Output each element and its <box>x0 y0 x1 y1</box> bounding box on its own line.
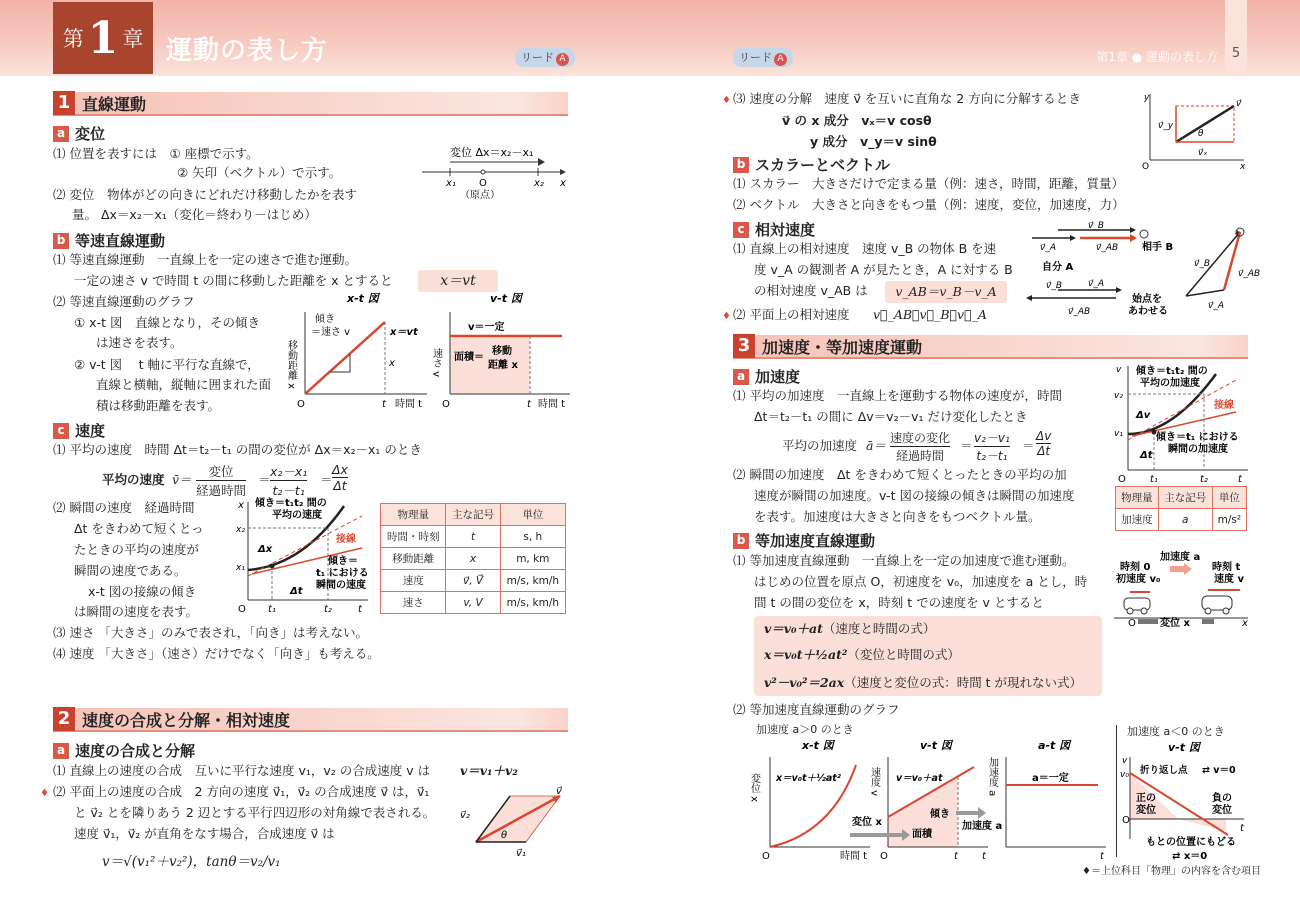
svg-text:x: x <box>1240 162 1246 172</box>
quantity-table-2: 物理量 主な記号 単位 加速度 a m/s² <box>1115 486 1247 531</box>
svg-text:変位 x: 変位 x <box>1160 618 1190 629</box>
svg-text:O: O <box>880 851 888 862</box>
svg-text:x₂: x₂ <box>534 178 544 189</box>
instant-acceleration-graph <box>1112 362 1252 484</box>
section-1-heading: 1 直線運動 <box>53 92 568 116</box>
text-line: 速度 v⃗₁，v⃗₂ が直角をなす場合，合成速度 v⃗ は <box>74 826 335 841</box>
table-row: 移動距離 x m, km <box>381 548 566 570</box>
text-line: v⃗ の x 成分 vₓ＝v cosθ <box>782 113 932 128</box>
svg-text:v⃗₂: v⃗₂ <box>460 810 470 821</box>
svg-text:O: O <box>238 604 246 615</box>
text-line: たときの平均の速度が <box>74 542 200 557</box>
svg-text:加速度 a: 加速度 a <box>962 821 1003 832</box>
svg-text:時刻 t: 時刻 t <box>1212 562 1241 573</box>
svg-text:Δt: Δt <box>1140 450 1153 461</box>
eq-sign: ＝ <box>258 472 271 487</box>
svg-text:v⃗: v⃗ <box>1236 99 1242 109</box>
sub-2b-heading: b スカラーとベクトル <box>733 154 890 175</box>
svg-text:Δv: Δv <box>1136 410 1151 421</box>
avg-acc-eq: ā＝ <box>866 438 886 453</box>
text-line: ⑴ 直線上の相対速度 速度 v_B の物体 B を速 <box>733 241 997 256</box>
eq-velocity-time: v＝v₀＋at（速度と時間の式） <box>764 621 936 636</box>
eq-sign: ＝ <box>1022 438 1035 453</box>
svg-text:正の: 正の <box>1136 793 1156 804</box>
chapter-suffix: 章 <box>122 27 144 51</box>
text-line: ⑵ 平面上の相対速度 <box>733 307 850 322</box>
sub-3a-heading: a 加速度 <box>733 366 800 387</box>
svg-text:v⃗_AB: v⃗_AB <box>1068 307 1091 317</box>
svg-text:あわせる: あわせる <box>1128 306 1168 317</box>
lead-badge-right: リード A <box>733 48 793 67</box>
text-line: ⑷ 速度 「大きさ」（速さ）だけでなく「向き」も考える。 <box>53 646 380 661</box>
eq-plane-relative: v⃗_AB＝v⃗_B－v⃗_A <box>873 307 987 322</box>
svg-text:時刻 0: 時刻 0 <box>1120 562 1151 573</box>
text-line: ⑴ 平均の速度 時間 Δt＝t₂－t₁ の間の変位が Δx＝x₂－x₁ のとき <box>53 442 422 457</box>
text-line: 積は移動距離を表す。 <box>96 398 221 413</box>
svg-text:y: y <box>1144 93 1150 103</box>
sub-1c-heading: c 速度 <box>53 420 105 441</box>
svg-text:平均の速度: 平均の速度 <box>272 510 322 521</box>
svg-text:t: t <box>954 851 958 862</box>
advanced-marker: ♦ <box>722 311 731 322</box>
svg-text:t₁: t₁ <box>268 604 276 615</box>
text-line: 度 v_A の観測者 A が見たとき，A に対する B <box>754 262 1013 277</box>
sub-2c-heading: c 相対速度 <box>733 219 815 240</box>
velocity-decomposition-figure <box>1140 92 1250 170</box>
svg-text:t: t <box>1100 851 1104 862</box>
text-line: ⑵ 平面上の速度の合成 2 方向の速度 v⃗₁，v⃗₂ の合成速度 v⃗ は，v⃗₁ <box>53 784 430 799</box>
svg-text:相手 B: 相手 B <box>1142 242 1174 253</box>
svg-text:t: t <box>527 399 531 410</box>
velocity-composition-figure <box>456 782 571 862</box>
svg-text:v⃗: v⃗ <box>556 786 562 797</box>
advanced-marker: ♦ <box>722 95 731 106</box>
svg-text:初速度 v₀: 初速度 v₀ <box>1116 574 1161 585</box>
svg-text:速度 v: 速度 v <box>868 767 880 797</box>
sub-3b-heading: b 等加速度直線運動 <box>733 530 875 551</box>
text-line: ⑵ 等加速度直線運動のグラフ <box>733 702 900 717</box>
svg-text:瞬間の速度: 瞬間の速度 <box>316 580 366 591</box>
sub-1a-heading: a 変位 <box>53 123 105 144</box>
sub-2a-heading: a 速度の合成と分解 <box>53 740 195 761</box>
svg-text:⇄ x＝0: ⇄ x＝0 <box>1172 851 1208 862</box>
section-3-heading: 3 加速度・等加速度運動 <box>733 335 1248 359</box>
svg-text:t: t <box>982 851 986 862</box>
svg-text:x: x <box>238 500 244 511</box>
graph-pos-label: 加速度 a＞0 のとき <box>756 723 854 736</box>
svg-text:v: v <box>1116 365 1122 375</box>
car-acceleration-figure <box>1112 548 1252 628</box>
svg-text:距離 x: 距離 x <box>488 360 518 371</box>
lead-badge-left: リード A <box>515 48 575 67</box>
svg-text:O: O <box>479 178 487 189</box>
text-line: x-t 図の接線の傾き <box>88 584 197 599</box>
svg-text:x＝vt: x＝vt <box>390 327 418 338</box>
text-line: 一定の速さ v で時間 t の間に移動した距離を x とすると <box>74 273 393 288</box>
text-line: ① x-t 図 直線となり，その傾き <box>74 315 260 330</box>
svg-text:x-t 図: x-t 図 <box>802 739 834 752</box>
text-line: と v⃗₂ とを隣りあう 2 辺とする平行四辺形の対角線で表される。 <box>74 805 436 820</box>
svg-text:x-t 図: x-t 図 <box>347 292 379 305</box>
text-line: 直線と横軸，縦軸に囲まれた面 <box>96 377 272 392</box>
svg-text:a＝一定: a＝一定 <box>1032 773 1069 784</box>
section-2-heading: 2 速度の合成と分解・相対速度 <box>53 708 568 732</box>
svg-text:t₂: t₂ <box>1200 474 1208 485</box>
svg-text:v⃗_AB: v⃗_AB <box>1096 243 1119 253</box>
svg-text:v⃗ₓ: v⃗ₓ <box>1198 148 1208 158</box>
svg-text:v-t 図: v-t 図 <box>920 739 952 752</box>
svg-text:v-t 図: v-t 図 <box>1168 741 1200 754</box>
text-line: ⑴ スカラー 大きさだけで定まる量（例：速さ，時間，距離，質量） <box>733 176 1124 191</box>
svg-text:v⃗_B: v⃗_B <box>1194 259 1211 269</box>
svg-text:v₂: v₂ <box>1114 391 1123 401</box>
svg-text:平均の加速度: 平均の加速度 <box>1140 378 1200 389</box>
svg-text:v⃗_B: v⃗_B <box>1088 221 1105 231</box>
table-row: 時間・時刻 t s, h <box>381 526 566 548</box>
svg-text:変位 x: 変位 x <box>852 817 882 828</box>
eq-sign: ＝ <box>960 438 973 453</box>
text-line: は速さを表す。 <box>96 335 183 350</box>
svg-text:⇄ v＝0: ⇄ v＝0 <box>1202 765 1236 776</box>
svg-text:x: x <box>1242 618 1248 629</box>
svg-text:傾き＝t₁t₂ 間の: 傾き＝t₁t₂ 間の <box>1136 366 1208 377</box>
svg-text:v₁: v₁ <box>1114 429 1123 439</box>
avg-velocity-eq: v̄＝ <box>172 472 192 487</box>
svg-text:面積＝: 面積＝ <box>454 352 484 363</box>
chapter-badge <box>53 2 153 74</box>
text-line: ② 矢印（ベクトル）で示す。 <box>177 165 342 180</box>
svg-text:負の: 負の <box>1212 793 1232 804</box>
svg-text:始点を: 始点を <box>1132 294 1162 305</box>
svg-text:x₁: x₁ <box>236 563 245 573</box>
svg-text:t: t <box>358 604 362 615</box>
svg-text:折り返し点: 折り返し点 <box>1140 765 1188 776</box>
uniform-acceleration-graphs <box>748 737 1114 867</box>
svg-text:v-t 図: v-t 図 <box>490 292 522 305</box>
text-line: 間 t の間の変位を x，時刻 t での速度を v とすると <box>754 595 1044 610</box>
svg-text:t₂: t₂ <box>324 604 332 615</box>
relative-velocity-figure <box>1018 220 1261 320</box>
svg-text:v₀: v₀ <box>1120 770 1129 780</box>
frac-3: Δx Δt <box>332 462 348 493</box>
svg-text:v＝一定: v＝一定 <box>468 322 505 333</box>
text-line: ⑴ 位置を表すには ① 座標で示す。 <box>53 146 259 161</box>
svg-text:変位 x: 変位 x <box>748 773 760 803</box>
svg-text:x＝v₀t＋½at²: x＝v₀t＋½at² <box>776 773 841 784</box>
text-line: ⑶ 速度の分解 速度 v⃗ を互いに直角な 2 方向に分解するとき <box>733 91 1081 106</box>
eq-displacement-time: x＝v₀t＋½at²（変位と時間の式） <box>764 647 960 662</box>
text-line: ⑵ 瞬間の加速度 Δt をきわめて短くとったときの平均の加 <box>733 467 1067 482</box>
text-line: Δt＝t₂－t₁ の間に Δv＝v₂－v₁ だけ変化したとき <box>754 409 1028 424</box>
svg-text:v: v <box>1122 756 1128 766</box>
svg-text:O: O <box>297 399 305 410</box>
svg-text:Δt: Δt <box>290 586 303 597</box>
text-line: y 成分 v_y＝v sinθ <box>810 134 937 149</box>
svg-text:v⃗_A: v⃗_A <box>1088 279 1104 289</box>
text-line: ② v-t 図 t 軸に平行な直線で， <box>74 357 260 372</box>
fig-label: 変位 Δx＝x₂－x₁ <box>450 146 534 159</box>
footnote: ♦＝上位科目「物理」の内容を含む項目 <box>1082 866 1261 877</box>
sub-1b-heading: b 等速直線運動 <box>53 230 165 251</box>
svg-text:Δx: Δx <box>258 544 273 555</box>
svg-text:v⃗_y: v⃗_y <box>1158 121 1174 131</box>
text-line: ⑵ 等速直線運動のグラフ <box>53 294 195 309</box>
text-line: ⑴ 直線上の速度の合成 互いに平行な速度 v₁，v₂ の合成速度 v は <box>53 763 431 778</box>
text-line: ⑵ 瞬間の速度 経過時間 <box>53 500 195 515</box>
svg-text:変位: 変位 <box>1136 805 1156 816</box>
svg-text:x₂: x₂ <box>236 525 245 535</box>
formula-relative-velocity: v_AB＝v_B－v_A <box>885 281 1007 303</box>
svg-text:速さ v: 速さ v <box>430 348 442 378</box>
svg-text:v＝v₀＋at: v＝v₀＋at <box>896 773 943 784</box>
text-line: を表す。加速度は大きさと向きをもつベクトル量。 <box>754 509 1041 524</box>
svg-text:O: O <box>442 399 450 410</box>
svg-text:v⃗_A: v⃗_A <box>1040 243 1056 253</box>
svg-text:加速度 a: 加速度 a <box>986 757 998 797</box>
svg-text:x₁: x₁ <box>446 178 456 189</box>
text-line: ⑶ 速さ 「大きさ」のみで表され，「向き」は考えない。 <box>53 625 368 640</box>
formula-x-vt: x＝vt <box>418 270 498 292</box>
svg-text:x: x <box>389 358 395 369</box>
svg-text:v⃗_A: v⃗_A <box>1208 301 1224 311</box>
svg-text:加速度 a: 加速度 a <box>1160 552 1201 563</box>
frac-a1: 速度の変化 経過時間 <box>890 431 951 463</box>
svg-text:t₁: t₁ <box>1150 474 1158 485</box>
avg-acc-label: 平均の加速度 <box>782 438 858 453</box>
frac-a2: v₂－v₁ t₂－t₁ <box>974 431 1010 463</box>
svg-text:O: O <box>1142 162 1150 172</box>
svg-text:O: O <box>1118 474 1126 485</box>
eq-v-sum: v＝v₁＋v₂ <box>460 763 518 778</box>
svg-text:（原点）: （原点） <box>460 190 500 201</box>
uniform-vt-graph <box>432 290 572 412</box>
uniform-xt-graph <box>287 290 432 412</box>
frac-a3: Δv Δt <box>1036 429 1052 458</box>
chapter-title: 運動の表し方 <box>166 36 329 66</box>
svg-text:傾き: 傾き <box>930 809 950 820</box>
svg-text:移動: 移動 <box>492 346 512 357</box>
text-line: 瞬間の速度である。 <box>74 563 187 578</box>
eq-velocity-displacement: v²－v₀²＝2ax（速度と変位の式：時間 t が現れない式） <box>764 675 1083 690</box>
eq-sign: ＝ <box>320 472 333 487</box>
svg-text:変位: 変位 <box>1212 805 1232 816</box>
frac-2: x₂－x₁ t₂－t₁ <box>270 464 308 498</box>
svg-text:v⃗_B: v⃗_B <box>1046 281 1063 291</box>
svg-text:t: t <box>1238 474 1242 485</box>
svg-text:O: O <box>1122 815 1130 826</box>
svg-text:瞬間の加速度: 瞬間の加速度 <box>1168 444 1228 455</box>
table-row: 加速度 a m/s² <box>1116 509 1247 531</box>
svg-text:＝速さ v: ＝速さ v <box>311 327 351 338</box>
svg-text:時間 t: 時間 t <box>538 399 566 410</box>
svg-text:時間 t: 時間 t <box>840 851 868 862</box>
svg-text:v⃗_AB: v⃗_AB <box>1238 269 1261 279</box>
table-row: 速度 v⃗, V⃗ m/s, km/h <box>381 570 566 592</box>
svg-text:自分 A: 自分 A <box>1042 262 1074 273</box>
avg-velocity-label: 平均の速度 <box>102 472 165 487</box>
advanced-marker: ♦ <box>40 788 49 799</box>
svg-text:もとの位置にもどる: もとの位置にもどる <box>1146 837 1236 848</box>
svg-text:移動距離 x: 移動距離 x <box>285 340 297 390</box>
svg-text:θ: θ <box>1198 129 1204 139</box>
text-line: はじめの位置を原点 O，初速度を v₀，加速度を a とし，時 <box>754 574 1088 589</box>
svg-text:時間 t: 時間 t <box>395 399 423 410</box>
text-line: ⑵ ベクトル 大きさと向きをもつ量（例：速度，変位，加速度，力） <box>733 197 1125 212</box>
table-row: 速さ v, V m/s, km/h <box>381 592 566 614</box>
composite-velocity-eq: v＝√(v₁²＋v₂²)，tanθ＝v₂/v₁ <box>102 854 281 870</box>
svg-text:x: x <box>560 178 566 189</box>
svg-text:接線: 接線 <box>1214 400 1234 411</box>
svg-text:θ: θ <box>501 830 508 841</box>
text-line: ⑵ 変位 物体がどの向きにどれだけ移動したかを表す <box>53 187 357 202</box>
svg-text:a-t 図: a-t 図 <box>1038 739 1071 752</box>
text-line: ⑴ 平均の加速度 一直線上を運動する物体の速度が，時間 <box>733 388 1062 403</box>
instant-velocity-graph <box>232 496 372 618</box>
svg-text:面積: 面積 <box>912 829 932 840</box>
text-line: ⑴ 等速直線運動 一直線上を一定の速さで進む運動。 <box>53 252 357 267</box>
chapter-number: 1 <box>87 12 119 64</box>
svg-text:t: t <box>1240 823 1244 834</box>
quantity-table-1: 物理量 主な記号 単位 時間・時刻 t s, h 移動距離 x m, km 速度 v⃗, V⃗ m/s, km/h 速さ v, V m/s, km/h <box>380 503 566 614</box>
svg-text:O: O <box>1128 618 1136 629</box>
text-line: 速度が瞬間の加速度。v-t 図の接線の傾きは瞬間の加速度 <box>754 488 1075 503</box>
svg-text:O: O <box>762 851 770 862</box>
text-line: の相対速度 v_AB は <box>754 283 868 298</box>
text-line: は瞬間の速度を表す。 <box>74 604 199 619</box>
svg-text:接線: 接線 <box>336 534 356 545</box>
running-title: 第1章 ● 運動の表し方 <box>1096 50 1218 64</box>
svg-text:傾き＝t₁ における: 傾き＝t₁ における <box>1156 432 1239 443</box>
negative-acceleration-graph <box>1120 739 1250 865</box>
svg-text:傾き: 傾き <box>315 314 335 325</box>
page-number: 5 <box>1225 0 1247 76</box>
svg-text:傾き＝t₁t₂ 間の: 傾き＝t₁t₂ 間の <box>255 498 327 509</box>
svg-text:速度 v: 速度 v <box>1214 574 1244 585</box>
svg-text:t: t <box>382 399 386 410</box>
text-line: 量。 Δx＝x₂－x₁（変化＝終わり－はじめ） <box>72 207 317 222</box>
graph-divider <box>1116 725 1117 857</box>
graph-neg-label: 加速度 a＜0 のとき <box>1127 725 1225 738</box>
text-line: Δt をきわめて短くとっ <box>74 521 204 536</box>
svg-text:傾き＝: 傾き＝ <box>328 556 358 567</box>
chapter-prefix: 第 <box>62 27 84 51</box>
text-line: ⑴ 等加速度直線運動 一直線上を一定の加速度で進む運動。 <box>733 553 1075 568</box>
displacement-figure <box>420 142 570 202</box>
svg-text:t₁ における: t₁ における <box>316 568 369 579</box>
svg-text:v⃗₁: v⃗₁ <box>516 848 526 859</box>
frac-1: 変位 経過時間 <box>196 464 247 498</box>
